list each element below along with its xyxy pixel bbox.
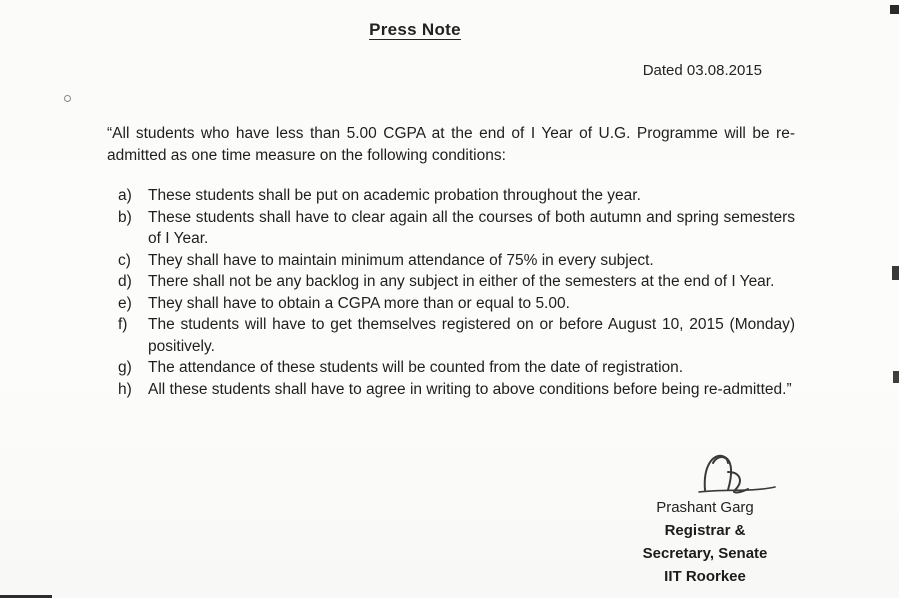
condition-label: h) [118,380,132,398]
condition-text: These students shall have to clear again all the courses of both autumn and spring semesters of I Year. [148,208,795,247]
signatory-designation-3: IIT Roorkee [664,568,746,585]
signatory-designation-2: Secretary, Senate [642,545,768,562]
condition-text: They shall have to maintain minimum attendance of 75% in every subject. [148,251,654,269]
condition-label: d) [118,273,132,290]
condition-item-f [107,314,795,357]
condition-text: There shall not be any backlog in any subject in either of the semesters at the end of I Year. [148,273,775,290]
signatory-designation-1: Registrar & [664,522,746,539]
condition-label: b) [118,208,132,226]
signature-mark [695,448,785,494]
scan-artifact [892,266,899,280]
condition-label: g) [118,359,132,376]
document-title: Press Note [369,20,461,39]
signatory-name: Prashant Garg [656,499,754,516]
intro-paragraph: “All students who have less than 5.00 CGPA at the end of I Year of U.G. Programme will be re-admitted as one time measure on the following conditions: [107,125,795,164]
condition-item-a [107,185,795,207]
condition-label: c) [118,251,131,269]
condition-item-d [107,271,795,293]
scan-artifact [64,95,71,102]
conditions-list [107,185,795,400]
condition-text: All these students shall have to agree in writing to above conditions before being re-admitted.” [148,380,792,398]
condition-item-b [107,207,795,250]
condition-item-c [107,250,795,272]
condition-item-h [107,379,795,401]
condition-text: The attendance of these students will be counted from the date of registration. [148,359,684,376]
condition-item-g [107,357,795,379]
condition-text: These students shall be put on academic probation throughout the year. [148,187,641,204]
condition-label: a) [118,187,132,204]
condition-label: f) [118,316,128,333]
document-body [107,123,795,400]
condition-text: The students will have to get themselves registered on or before August 10, 2015 (Monday) positively. [148,316,795,355]
scan-artifact [890,5,899,14]
signature-block [600,448,810,588]
condition-text: They shall have to obtain a CGPA more than or equal to 5.00. [148,294,570,312]
condition-label: e) [118,294,132,312]
document-date: Dated 03.08.2015 [642,62,762,79]
condition-item-e [107,293,795,315]
scan-artifact [893,371,899,383]
